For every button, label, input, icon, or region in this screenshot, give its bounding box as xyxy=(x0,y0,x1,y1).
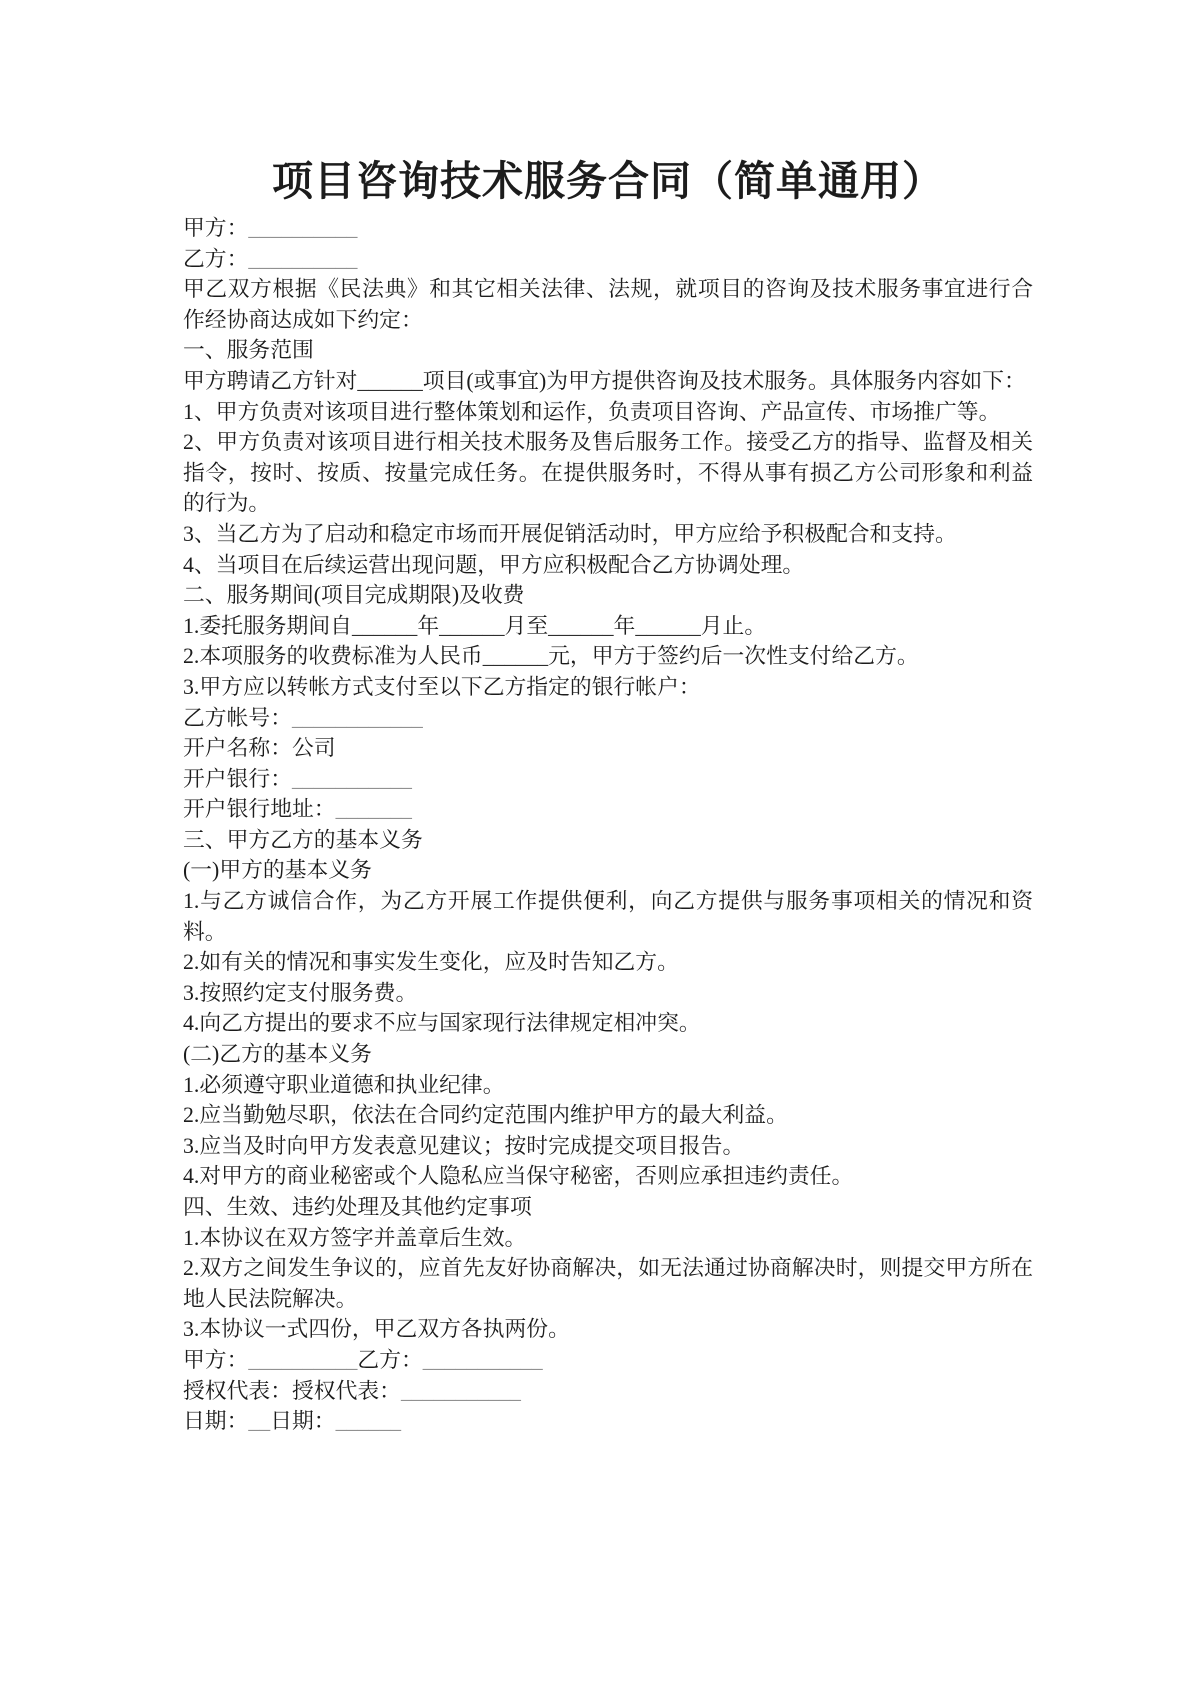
blank-field: ______ xyxy=(357,368,423,393)
text-run: 2.双方之间发生争议的，应首先友好协商解决，如无法通过协商解决时，则提交甲方所在地人民法院解决。 xyxy=(183,1256,1033,1311)
party-b-obligation-2 xyxy=(183,1100,1033,1131)
party-b-obligation-4 xyxy=(183,1161,1033,1192)
party-a-field xyxy=(183,213,1033,244)
text-run: 3.本协议一式四份，甲乙双方各执两份。 xyxy=(183,1317,570,1342)
blank-field: ______ xyxy=(439,613,505,638)
fee-item-1 xyxy=(183,611,1033,642)
text-run: 3.甲方应以转帐方式支付至以下乙方指定的银行帐户： xyxy=(183,674,701,699)
bank-name-field xyxy=(183,764,1033,795)
party-a-obligation-1 xyxy=(183,886,1033,947)
party-b-obligation-1 xyxy=(183,1070,1033,1101)
blank-field: _______ xyxy=(335,797,412,822)
text-run: 四、生效、违约处理及其他约定事项 xyxy=(183,1195,532,1219)
party-b-field xyxy=(183,244,1033,275)
contract-body xyxy=(183,213,1033,1437)
section-3-heading xyxy=(183,825,1033,856)
text-run: 开户银行地址： xyxy=(183,797,336,822)
blank-field: ___________ xyxy=(400,1378,521,1403)
party-a-obligation-2 xyxy=(183,947,1033,978)
blank-field: ______ xyxy=(548,613,614,638)
representative-line xyxy=(183,1376,1033,1407)
fee-item-2 xyxy=(183,641,1033,672)
text-run: 乙方帐号： xyxy=(183,705,292,730)
party-a-obligation-3 xyxy=(183,978,1033,1009)
section-1-heading xyxy=(183,335,1033,366)
text-run: 乙方： xyxy=(183,246,249,271)
blank-field: ___________ xyxy=(422,1347,543,1372)
text-run: 4、当项目在后续运营出现问题，甲方应积极配合乙方协调处理。 xyxy=(183,552,805,577)
text-run: 一、服务范围 xyxy=(183,338,314,363)
service-item-4 xyxy=(183,550,1033,581)
account-number-field xyxy=(183,703,1033,734)
bank-address-field xyxy=(183,794,1033,825)
text-run: 1、甲方负责对该项目进行整体策划和运作，负责项目咨询、产品宣传、市场推广等。 xyxy=(183,399,1001,424)
text-run: 日期： xyxy=(183,1409,249,1434)
text-run: 年 xyxy=(613,613,636,638)
text-run: 3、当乙方为了启动和稳定市场而开展促销活动时，甲方应给予积极配合和支持。 xyxy=(183,521,957,546)
date-line xyxy=(183,1406,1033,1437)
blank-field: ______ xyxy=(351,613,418,638)
text-run: 开户银行： xyxy=(183,766,292,791)
blank-field: ___________ xyxy=(292,766,412,791)
party-b-obligation-3 xyxy=(183,1131,1033,1162)
text-run: 4.对甲方的商业秘密或个人隐私应当保守秘密，否则应承担违约责任。 xyxy=(183,1164,854,1189)
blank-field: __________ xyxy=(248,246,358,271)
text-run: 4.向乙方提出的要求不应与国家现行法律规定相冲突。 xyxy=(183,1011,701,1036)
text-run: 甲方： xyxy=(183,216,249,240)
blank-field: ______ xyxy=(335,1409,401,1434)
text-run: 项目(或事宜)为甲方提供咨询及技术服务。具体服务内容如下： xyxy=(422,368,1026,393)
text-run: 1.与乙方诚信合作，为乙方开展工作提供便利，向乙方提供与服务事项相关的情况和资料。 xyxy=(183,889,1033,944)
text-run: 二、服务期间(项目完成期限)及收费 xyxy=(183,583,525,608)
text-run: 日期： xyxy=(270,1409,336,1434)
blank-field: ______ xyxy=(482,644,549,669)
service-scope-intro xyxy=(183,366,1033,397)
text-run: 1.本协议在双方签字并盖章后生效。 xyxy=(183,1225,527,1250)
text-run: 授权代表：授权代表： xyxy=(183,1378,401,1403)
section-4-heading xyxy=(183,1192,1033,1223)
text-run: 2.如有关的情况和事实发生变化，应及时告知乙方。 xyxy=(183,950,679,975)
effect-item-2 xyxy=(183,1253,1033,1314)
text-run: (一)甲方的基本义务 xyxy=(183,858,372,883)
account-name-field xyxy=(183,733,1033,764)
document-title: 项目咨询技术服务合同（简单通用） xyxy=(272,158,944,204)
blank-field: __________ xyxy=(248,1347,358,1372)
text-run: 2.本项服务的收费标准为人民币 xyxy=(183,644,483,669)
text-run: 月止。 xyxy=(700,613,767,638)
blank-field: ____________ xyxy=(292,705,423,730)
party-a-obligation-4 xyxy=(183,1008,1033,1039)
text-run: 开户名称：公司 xyxy=(183,736,336,761)
text-run: 乙方： xyxy=(357,1347,423,1372)
text-run: 2、甲方负责对该项目进行相关技术服务及售后服务工作。接受乙方的指导、监督及相关指令，按时、按质、按量完成任务。在提供服务时，不得从事有损乙方公司形象和利益的行为。 xyxy=(183,430,1033,516)
party-b-obligations-heading xyxy=(183,1039,1033,1070)
effect-item-3 xyxy=(183,1314,1033,1345)
preamble xyxy=(183,274,1033,335)
fee-item-3 xyxy=(183,672,1033,703)
service-item-3 xyxy=(183,519,1033,550)
effect-item-1 xyxy=(183,1223,1033,1254)
party-a-obligations-heading xyxy=(183,855,1033,886)
text-run: 三、甲方乙方的基本义务 xyxy=(183,827,423,852)
text-run: 元，甲方于签约后一次性支付给乙方。 xyxy=(548,644,919,669)
text-run: 甲方聘请乙方针对 xyxy=(183,368,358,393)
text-run: 2.应当勤勉尽职，依法在合同约定范围内维护甲方的最大利益。 xyxy=(183,1103,788,1128)
text-run: 1.委托服务期间自 xyxy=(183,613,352,638)
signature-line xyxy=(183,1345,1033,1376)
text-run: 1.必须遵守职业道德和执业纪律。 xyxy=(183,1072,505,1097)
text-run: 3.按照约定支付服务费。 xyxy=(183,980,418,1005)
text-run: (二)乙方的基本义务 xyxy=(183,1042,372,1067)
text-run: 甲方： xyxy=(183,1347,249,1372)
blank-field: __________ xyxy=(248,216,358,240)
text-run: 年 xyxy=(417,613,440,638)
text-run: 3.应当及时向甲方发表意见建议；按时完成提交项目报告。 xyxy=(183,1133,745,1158)
text-run: 甲乙双方根据《民法典》和其它相关法律、法规，就项目的咨询及技术服务事宜进行合作经协商达成如下约定： xyxy=(183,277,1033,332)
service-item-1 xyxy=(183,397,1033,428)
blank-field: __ xyxy=(248,1409,271,1434)
blank-field: ______ xyxy=(635,613,701,638)
section-2-heading xyxy=(183,580,1033,611)
text-run: 月至 xyxy=(504,613,549,638)
service-item-2 xyxy=(183,427,1033,519)
